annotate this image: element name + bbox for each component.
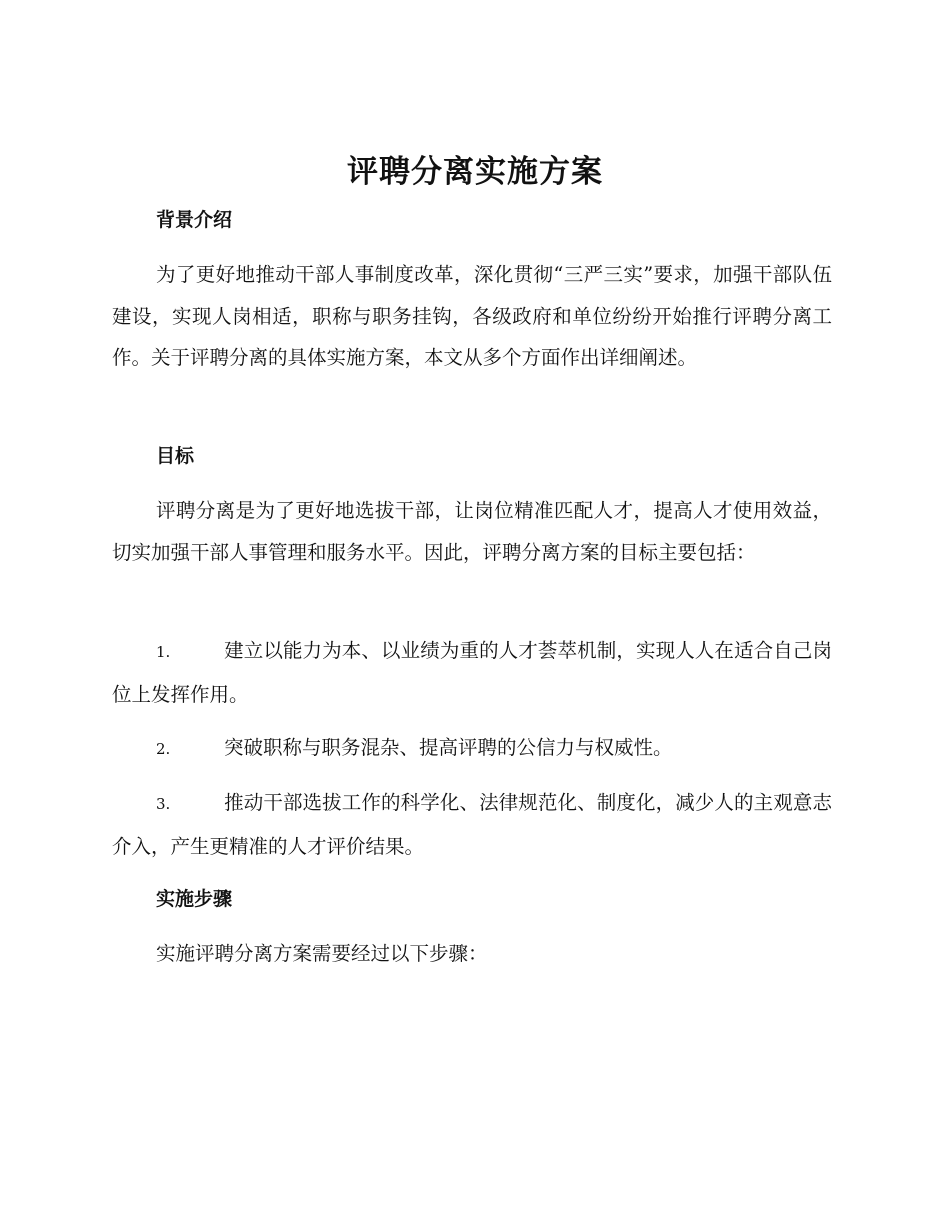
list-item-goal-1 bbox=[112, 630, 832, 715]
list-item-number: 2. bbox=[156, 740, 171, 758]
list-item-goal-2 bbox=[112, 727, 832, 771]
list-item-number: 1. bbox=[156, 643, 171, 661]
list-item-number: 3. bbox=[156, 795, 171, 813]
section-heading-background: 背景介绍 bbox=[156, 209, 233, 231]
document-title: 评聘分离实施方案 bbox=[347, 154, 603, 190]
section-heading-goals: 目标 bbox=[156, 445, 195, 467]
paragraph-background: 为了更好地推动干部人事制度改革，深化贯彻“三严三实”要求，加强干部队伍建设，实现人岗相适，职称与职务挂钩，各级政府和单位纷纷开始推行评聘分离工作。关于评聘分离的具体实施方案，本文从多个方面作出详细阐述。 bbox=[112, 263, 832, 369]
paragraph-goals: 评聘分离是为了更好地选拔干部，让岗位精准匹配人才，提高人才使用效益，切实加强干部人事管理和服务水平。因此，评聘分离方案的目标主要包括： bbox=[112, 499, 832, 564]
list-item-text: 突破职称与职务混杂、提高评聘的公信力与权威性。 bbox=[224, 736, 673, 759]
list-item-text: 推动干部选拔工作的科学化、法律规范化、制度化，减少人的主观意志介入，产生更精准的人才评价结果。 bbox=[112, 791, 832, 858]
list-item-goal-3 bbox=[112, 782, 832, 867]
section-heading-steps: 实施步骤 bbox=[156, 888, 233, 910]
list-item-text: 建立以能力为本、以业绩为重的人才荟萃机制，实现人人在适合自己岗位上发挥作用。 bbox=[112, 639, 832, 706]
paragraph-steps: 实施评聘分离方案需要经过以下步骤： bbox=[156, 942, 488, 965]
